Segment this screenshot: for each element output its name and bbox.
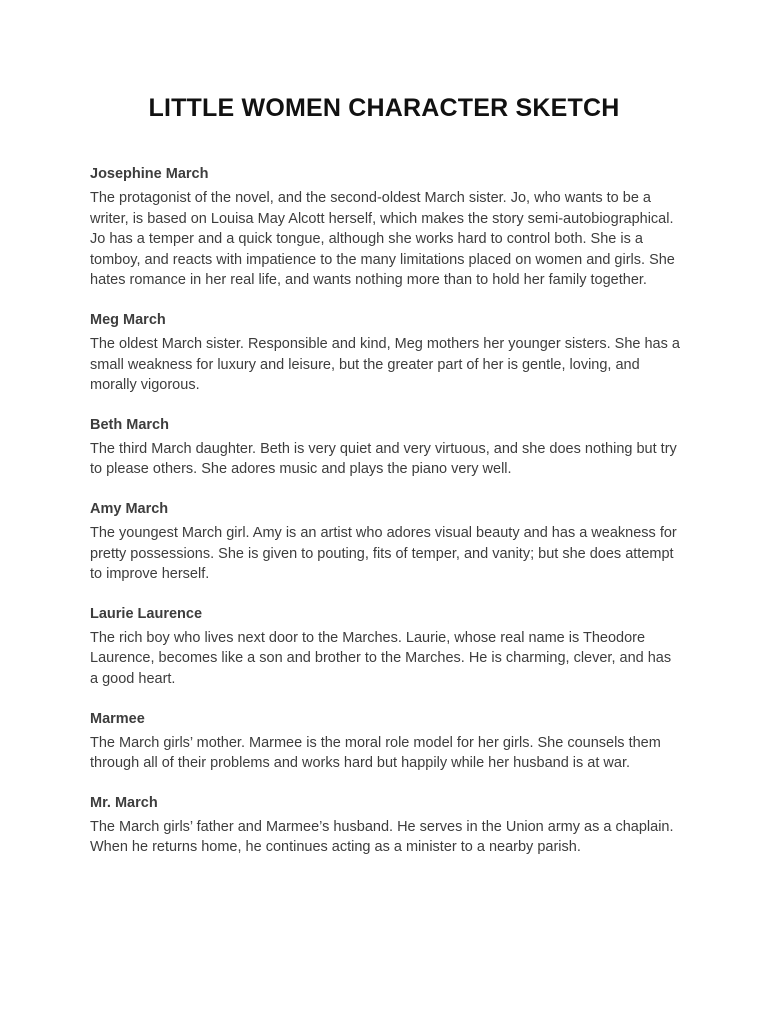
character-name: Beth March (90, 416, 169, 433)
character-description: The March girls’ father and Marmee’s husband. He serves in the Union army as a chaplain. When he returns home, he continues acting as a minister to a nearby parish. (90, 818, 674, 856)
character-name: Laurie Laurence (90, 605, 203, 622)
character-name: Marmee (90, 710, 145, 727)
character-description: The March girls’ mother. Marmee is the moral role model for her girls. She counsels them through all of their problems and works hard but happily while her husband is at war. (90, 734, 661, 772)
character-name: Josephine March (90, 166, 209, 182)
character-name: Meg March (90, 311, 166, 328)
character-section-mr-march (90, 793, 680, 858)
character-name: Mr. March (90, 794, 158, 811)
character-section-meg-march (90, 310, 680, 396)
character-section-amy-march (90, 499, 680, 585)
character-description: The rich boy who lives next door to the Marches. Laurie, whose real name is Theodore Laurence, becomes like a son and brother to the Marches. He is charming, clever, and has a good heart. (90, 629, 672, 687)
character-description: The youngest March girl. Amy is an artist who adores visual beauty and has a weakness for pretty possessions. She is given to pouting, fits of temper, and vanity; but she does attempt to improve herself. (90, 524, 677, 583)
character-description: The protagonist of the novel, and the second-oldest March sister. Jo, who wants to be a writer, is based on Louisa May Alcott herself, which makes the story semi-autobiographical. Jo has a temper and a quick tongue, although she works hard to control both. She is a tomboy, and reacts with impatience to the many limitations placed on women and girls. She hates romance in her real life, and wants nothing more than to hold her family together. (90, 190, 675, 289)
character-section-laurie-laurence (90, 604, 680, 690)
character-section-marmee (90, 709, 680, 774)
document-title: LITTLE WOMEN CHARACTER SKETCH (148, 94, 620, 122)
character-section-beth-march (90, 415, 680, 480)
character-list (90, 164, 680, 858)
character-description: The third March daughter. Beth is very quiet and very virtuous, and she does nothing but try to please others. She adores music and plays the piano very well. (90, 440, 677, 478)
character-description: The oldest March sister. Responsible and kind, Meg mothers her younger sisters. She has a small weakness for luxury and leisure, but the greater part of her is gentle, loving, and morally vigorous. (90, 335, 680, 394)
character-section-josephine-march (90, 164, 680, 291)
character-name: Amy March (90, 500, 169, 517)
